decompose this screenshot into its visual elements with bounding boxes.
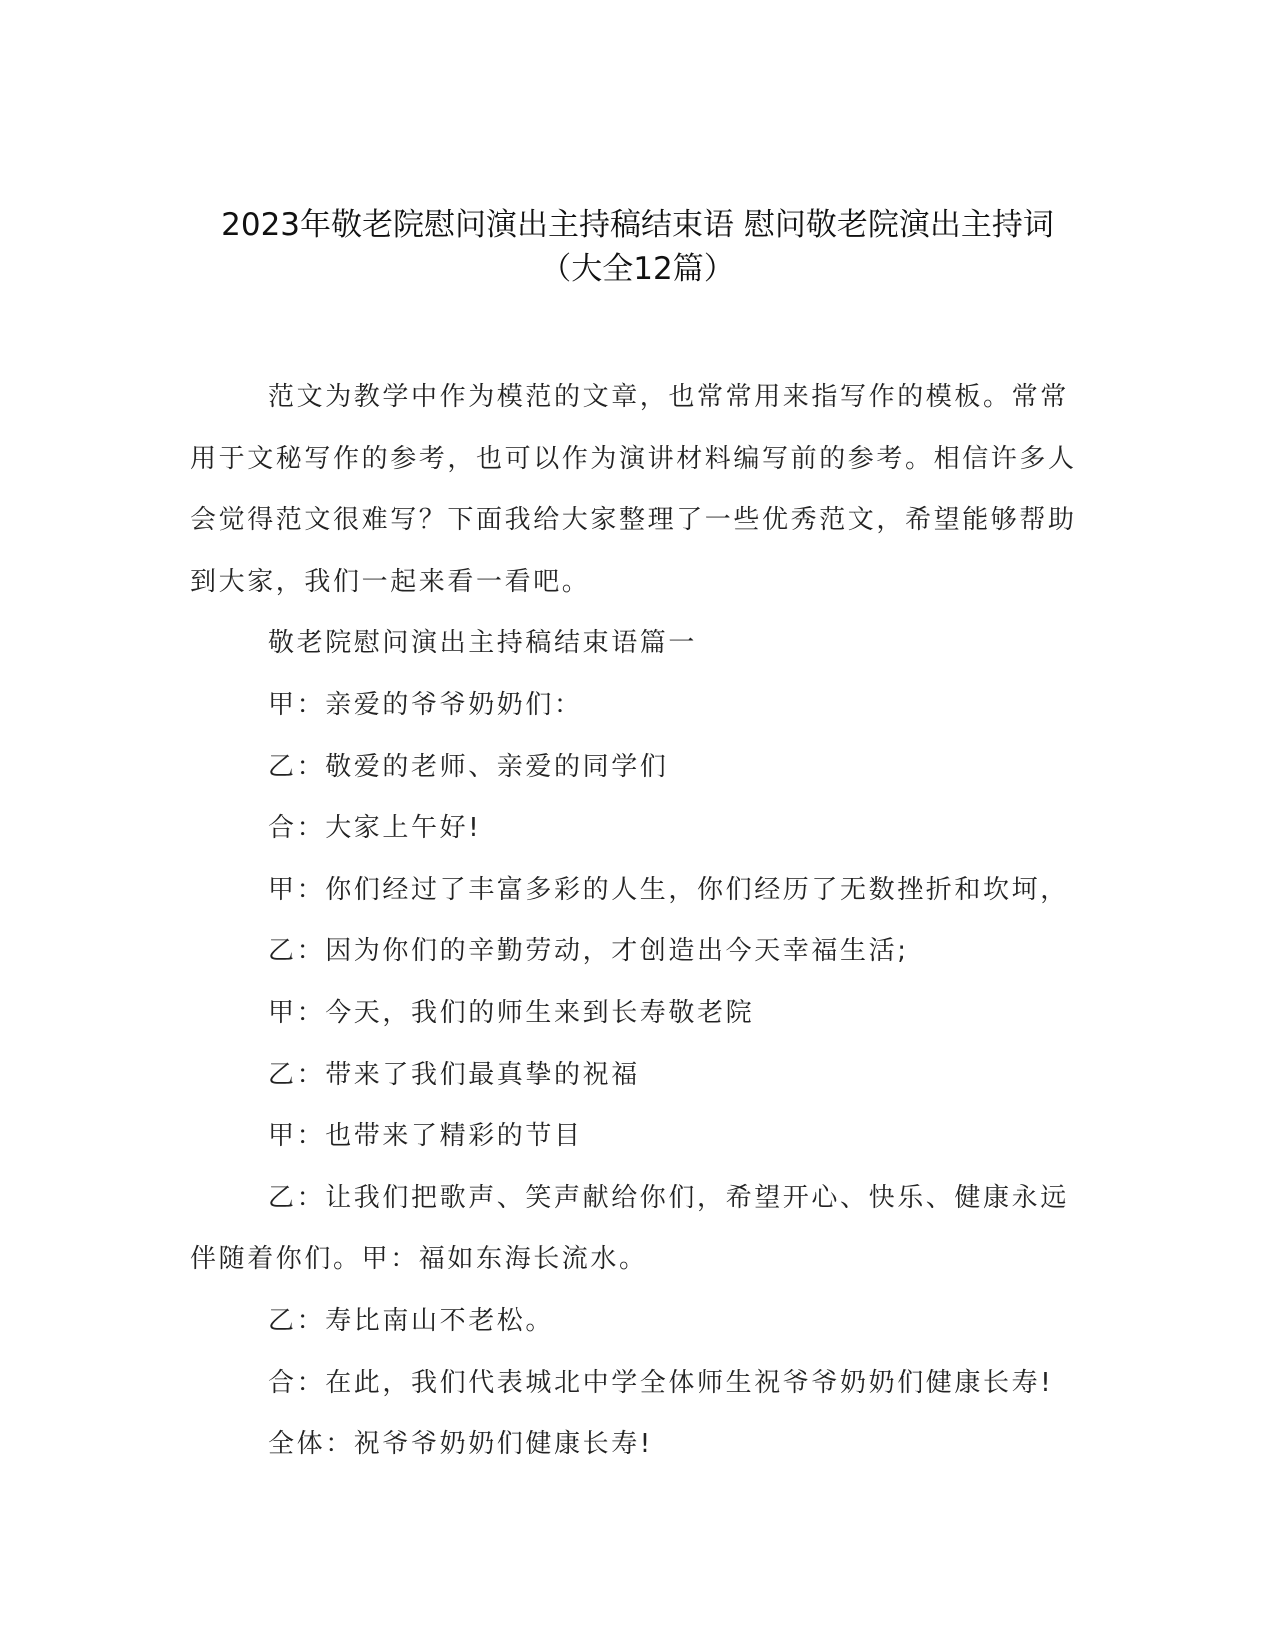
section-heading: 敬老院慰问演出主持稿结束语篇一 bbox=[268, 628, 698, 659]
script-line: 合：在此，我们代表城北中学全体师生祝爷爷奶奶们健康长寿! bbox=[268, 1367, 1054, 1398]
title-line-1: 2023年敬老院慰问演出主持稿结束语 慰问敬老院演出主持词 bbox=[221, 207, 1054, 243]
script-line: 全体：祝爷爷奶奶们健康长寿! bbox=[268, 1429, 653, 1460]
script-line: 乙：带来了我们最真挚的祝福 bbox=[268, 1059, 640, 1090]
document-title bbox=[150, 203, 1125, 291]
intro-paragraph: 范文为教学中作为模范的文章，也常常用来指写作的模板。常常用于文秘写作的参考，也可以作为演讲材料编写前的参考。相信许多人会觉得范文很难写？下面我给大家整理了一些优秀范文，希望能够帮助到大家，我们一起来看一看吧。 bbox=[190, 382, 1077, 597]
script-line: 甲：你们经过了丰富多彩的人生，你们经历了无数挫折和坎坷， bbox=[268, 874, 1069, 905]
title-line-2: （大全12篇） bbox=[540, 251, 735, 287]
script-line: 乙：因为你们的辛勤劳动，才创造出今天幸福生活; bbox=[268, 936, 909, 967]
script-line: 甲：亲爱的爷爷奶奶们： bbox=[268, 689, 583, 720]
script-line: 乙：敬爱的老师、亲爱的同学们 bbox=[268, 751, 669, 782]
document-body bbox=[190, 367, 1090, 1476]
script-line: 甲：也带来了精彩的节目 bbox=[268, 1121, 583, 1152]
script-line: 乙：寿比南山不老松。 bbox=[268, 1305, 555, 1336]
script-line: 甲：今天，我们的师生来到长寿敬老院 bbox=[268, 997, 755, 1028]
script-line: 合：大家上午好! bbox=[268, 813, 482, 844]
script-line: 乙：让我们把歌声、笑声献给你们，希望开心、快乐、健康永远伴随着你们。甲：福如东海长流水。 bbox=[190, 1182, 1069, 1275]
